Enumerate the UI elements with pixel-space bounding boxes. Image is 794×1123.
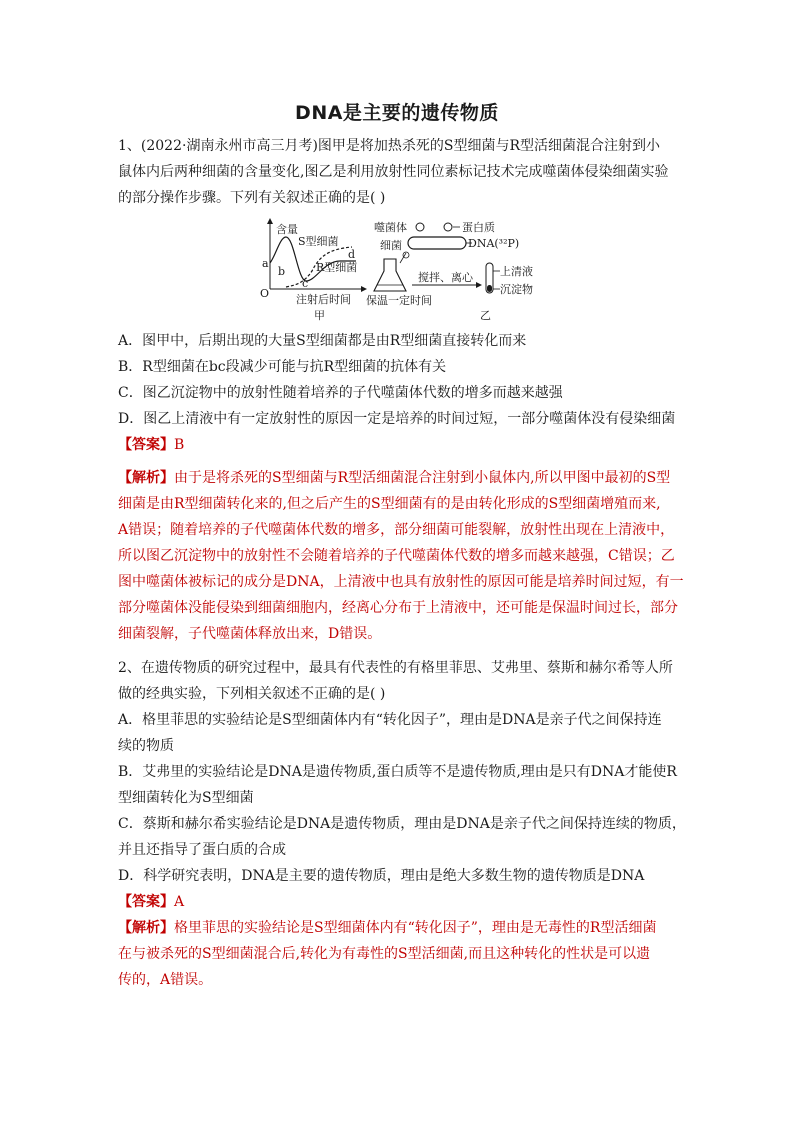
q2-analysis-text: 格里菲思的实验结论是S型细菌体内有“转化因子”，理由是无毒性的R型活细菌	[174, 920, 657, 936]
q2-answer	[118, 889, 684, 915]
yi-dropper-icon	[403, 252, 409, 258]
document-title: DNA是主要的遗传物质	[295, 102, 499, 124]
yi-dna-label: DNA(³²P)	[468, 237, 520, 250]
yi-caption: 乙	[480, 309, 491, 322]
yi-sediment-mark	[487, 285, 492, 292]
q1-analysis-line	[118, 465, 684, 491]
q2-stem-line: 2、在遗传物质的研究过程中，最具有代表性的有格里菲思、艾弗里、蔡斯和赫尔希等人所	[118, 660, 673, 676]
q1-stem-line: 鼠体内后两种细菌的含量变化,图乙是利用放射性同位素标记技术完成噬菌体侵染细菌实验	[118, 164, 669, 180]
q2-block	[118, 655, 684, 993]
graph-jia	[260, 218, 367, 322]
yi-protein-label: 蛋白质	[462, 221, 495, 234]
q2-option-line: 型细菌转化为S型细菌	[118, 790, 254, 806]
yi-phage-icon	[444, 223, 452, 231]
q1-analysis-line: 图中噬菌体被标记的成分是DNA，上清液中也具有放射性的原因可能是培养时间过短，有一	[118, 574, 684, 590]
q1-option-a: A．图甲中，后期出现的大量S型细菌都是由R型细菌直接转化而来	[118, 333, 527, 349]
q1-stem-line: 的部分操作步骤。下列有关叙述正确的是( )	[118, 190, 386, 206]
q1-stem	[118, 133, 684, 211]
q2-answer-value: A	[174, 894, 185, 910]
yi-incubate-label: 保温一定时间	[366, 294, 432, 307]
q1-analysis-line: 部分噬菌体没能侵染到细菌细胞内，经离心分布于上清液中，还可能是保温时间过长，部分	[118, 600, 678, 616]
graph-yi	[366, 220, 533, 322]
jia-caption: 甲	[314, 309, 325, 322]
q2-option-line: C．蔡斯和赫尔希实验结论是DNA是遗传物质，理由是DNA是亲子代之间保持连续的物质，	[118, 816, 686, 832]
q1-answer-label: 【答案】	[118, 437, 174, 453]
q1-analysis	[118, 465, 684, 647]
q2-analysis-label: 【解析】	[118, 920, 174, 936]
q1-option-c: C．图乙沉淀物中的放射性随着培养的子代噬菌体代数的增多而越来越强	[118, 385, 563, 401]
q1-answer	[118, 432, 684, 458]
q1-figure-svg	[256, 215, 533, 325]
q1-analysis-label: 【解析】	[118, 470, 174, 486]
q2-option-line: 并且还指导了蛋白质的合成	[118, 842, 286, 858]
yi-phage-label: 噬菌体	[374, 221, 407, 234]
jia-s-label: S型细菌	[298, 235, 339, 248]
yi-bacterium-icon	[408, 237, 466, 249]
jia-point-a: a	[262, 257, 269, 270]
q2-analysis-line: 传的，A错误。	[118, 972, 213, 988]
yi-stir-label: 搅拌、离心	[418, 271, 473, 284]
jia-point-d: d	[348, 248, 356, 261]
jia-x-label: 注射后时间	[296, 293, 351, 306]
yi-bacteria-label: 细菌	[380, 239, 402, 252]
q1-analysis-line: A错误；随着培养的子代噬菌体代数的增多，部分细菌可能裂解，放射性出现在上清液中，	[118, 522, 675, 538]
q2-analysis-line: 在与被杀死的S型细菌混合后,转化为有毒性的S型活细菌,而且这种转化的性状是可以遗	[118, 946, 651, 962]
yi-flask-icon	[374, 259, 406, 291]
jia-y-label: 含量	[276, 223, 298, 236]
q2-option-line: B．艾弗里的实验结论是DNA是遗传物质,蛋白质等不是遗传物质,理由是只有DNA才能使R	[118, 764, 677, 780]
q2-answer-label: 【答案】	[118, 894, 174, 910]
q2-stem-line: 做的经典实验，下列相关叙述不正确的是( )	[118, 686, 386, 702]
q1-option-d: D．图乙上清液中有一定放射性的原因一定是培养的时间过短，一部分噬菌体没有侵染细菌	[118, 411, 676, 427]
q2-option-line: 续的物质	[118, 738, 174, 754]
jia-x-arrow	[361, 286, 367, 292]
q1-figure	[256, 215, 533, 325]
yi-stir-arrowhead	[476, 282, 482, 288]
yi-sediment-label: 沉淀物	[500, 283, 533, 296]
q1-analysis-line: 细菌裂解，子代噬菌体释放出来，D错误。	[118, 626, 382, 642]
q1-stem-line: 1、(2022·湖南永州市高三月考)图甲是将加热杀死的S型细菌与R型活细菌混合注射到小	[118, 138, 661, 154]
jia-r-label: R型细菌	[316, 261, 358, 274]
jia-point-b: b	[278, 265, 286, 278]
q1-options	[118, 328, 684, 458]
q1-analysis-text: 由于是将杀死的S型细菌与R型活细菌混合注射到小鼠体内,所以甲图中最初的S型	[174, 470, 671, 486]
jia-y-arrow	[267, 218, 273, 224]
yi-supernatant-label: 上清液	[500, 265, 533, 278]
q2-option-line: A．格里菲思的实验结论是S型细菌体内有“转化因子”，理由是DNA是亲子代之间保持连	[118, 712, 662, 728]
q1-answer-value: B	[174, 437, 185, 453]
q2-analysis-line	[118, 915, 684, 941]
jia-origin: O	[260, 287, 270, 300]
jia-point-c: c	[302, 277, 309, 290]
yi-phage-icon	[416, 223, 424, 231]
q1-analysis-line: 细菌是由R型细菌转化来的,但之后产生的S型细菌有的是由转化形成的S型细菌增殖而来,	[118, 496, 661, 512]
q2-option-line: D．科学研究表明，DNA是主要的遗传物质，理由是绝大多数生物的遗传物质是DNA	[118, 868, 645, 884]
q1-analysis-line: 所以图乙沉淀物中的放射性不会随着培养的子代噬菌体代数的增多而越来越强，C错误；乙	[118, 548, 675, 564]
q1-option-b: B．R型细菌在bc段减少可能与抗R型细菌的抗体有关	[118, 359, 447, 375]
